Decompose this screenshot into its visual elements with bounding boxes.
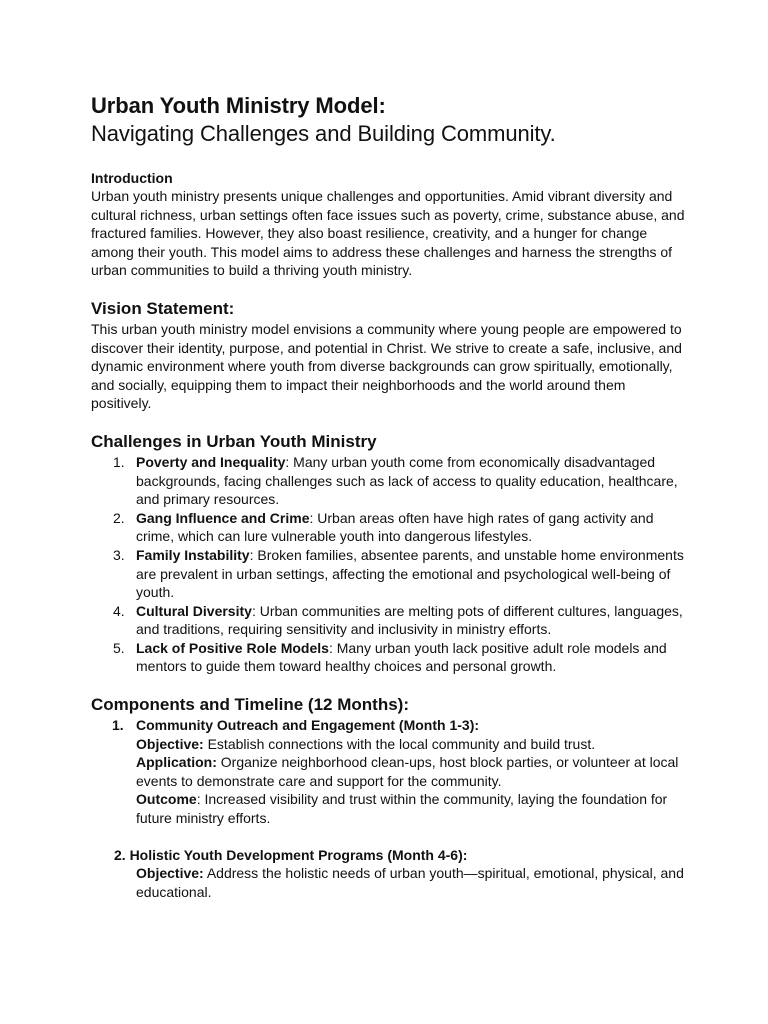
page-subtitle: Navigating Challenges and Building Community. bbox=[91, 121, 556, 146]
list-number: 1. bbox=[113, 453, 125, 470]
vision-text: This urban youth ministry model envisions a community where young people are empowered to discover their identity, purpose, and potential in Christ. We strive to create a safe, inclusive, and dynamic environment where youth from diverse backgrounds can grow spiritually, emotionally, and socially, equipping them to impact their neighborhoods and the world around them positively. bbox=[91, 320, 682, 412]
application-text: Organize neighborhood clean-ups, host block parties, or volunteer at local events to demonstrate care and support for the community. bbox=[136, 754, 679, 789]
objective-text: Establish connections with the local community and build trust. bbox=[203, 735, 596, 752]
application-label: Application: bbox=[136, 754, 217, 771]
component-title: Community Outreach and Engagement (Month 1-3): bbox=[136, 717, 480, 734]
components-heading: Components and Timeline (12 Months): bbox=[91, 695, 409, 715]
outcome-label: Outcome bbox=[136, 791, 197, 808]
components-list bbox=[91, 716, 688, 901]
introduction-text: Urban youth ministry presents unique challenges and opportunities. Amid vibrant diversity and cultural richness, urban settings often face issues such as poverty, crime, substance abuse, and fractured families. However, they also boast resilience, creativity, and a hunger for change among their youth. This model aims to address these challenges and harness the strengths of urban communities to build a thriving youth ministry. bbox=[91, 188, 685, 279]
list-number: 3. bbox=[113, 546, 125, 563]
challenges-list bbox=[91, 453, 688, 676]
outcome-text: : Increased visibility and trust within the community, laying the foundation for future ministry efforts. bbox=[136, 791, 668, 827]
challenge-item bbox=[91, 453, 688, 509]
list-number: 1. bbox=[112, 717, 124, 734]
challenge-item bbox=[91, 546, 688, 602]
list-number: 5. bbox=[113, 639, 125, 656]
challenges-heading: Challenges in Urban Youth Ministry bbox=[91, 431, 377, 451]
challenge-text: : Broken families, absentee parents, and unstable home environments are prevalent in urban settings, affecting the emotional and psychological well-being of youth. bbox=[136, 546, 684, 601]
challenge-item bbox=[91, 602, 688, 639]
challenge-term: Family Instability bbox=[136, 546, 250, 563]
challenge-term: Poverty and Inequality bbox=[136, 453, 286, 470]
challenge-term: Lack of Positive Role Models bbox=[136, 639, 329, 656]
vision-heading: Vision Statement: bbox=[91, 298, 235, 318]
challenge-term: Cultural Diversity bbox=[136, 602, 252, 619]
objective-label: Objective: bbox=[136, 735, 204, 752]
page-title: Urban Youth Ministry Model: bbox=[91, 93, 386, 118]
component-item bbox=[91, 716, 688, 828]
challenge-term: Gang Influence and Crime bbox=[136, 509, 310, 526]
objective-label: Objective: bbox=[136, 865, 204, 882]
challenge-text: : Many urban youth come from economically disadvantaged backgrounds, facing challenges such as lack of access to quality education, healthcare, and primary resources. bbox=[136, 453, 678, 508]
challenge-text: : Urban areas often have high rates of gang activity and crime, which can lure vulnerable youth into dangerous lifestyles. bbox=[136, 509, 654, 545]
challenge-text: : Urban communities are melting pots of different cultures, languages, and traditions, requiring sensitivity and inclusivity in ministry efforts. bbox=[136, 602, 683, 638]
challenge-text: : Many urban youth lack positive adult role models and mentors to guide them toward healthy choices and personal growth. bbox=[136, 639, 667, 675]
introduction-heading: Introduction bbox=[91, 170, 173, 186]
challenge-item bbox=[91, 509, 688, 546]
objective-text: Address the holistic needs of urban youth—spiritual, emotional, physical, and educational. bbox=[136, 865, 684, 900]
component-title: 2. Holistic Youth Development Programs (Month 4-6): bbox=[114, 846, 468, 863]
component-item bbox=[91, 846, 688, 902]
challenge-item bbox=[91, 639, 688, 676]
list-number: 4. bbox=[113, 602, 125, 619]
list-number: 2. bbox=[113, 509, 125, 526]
